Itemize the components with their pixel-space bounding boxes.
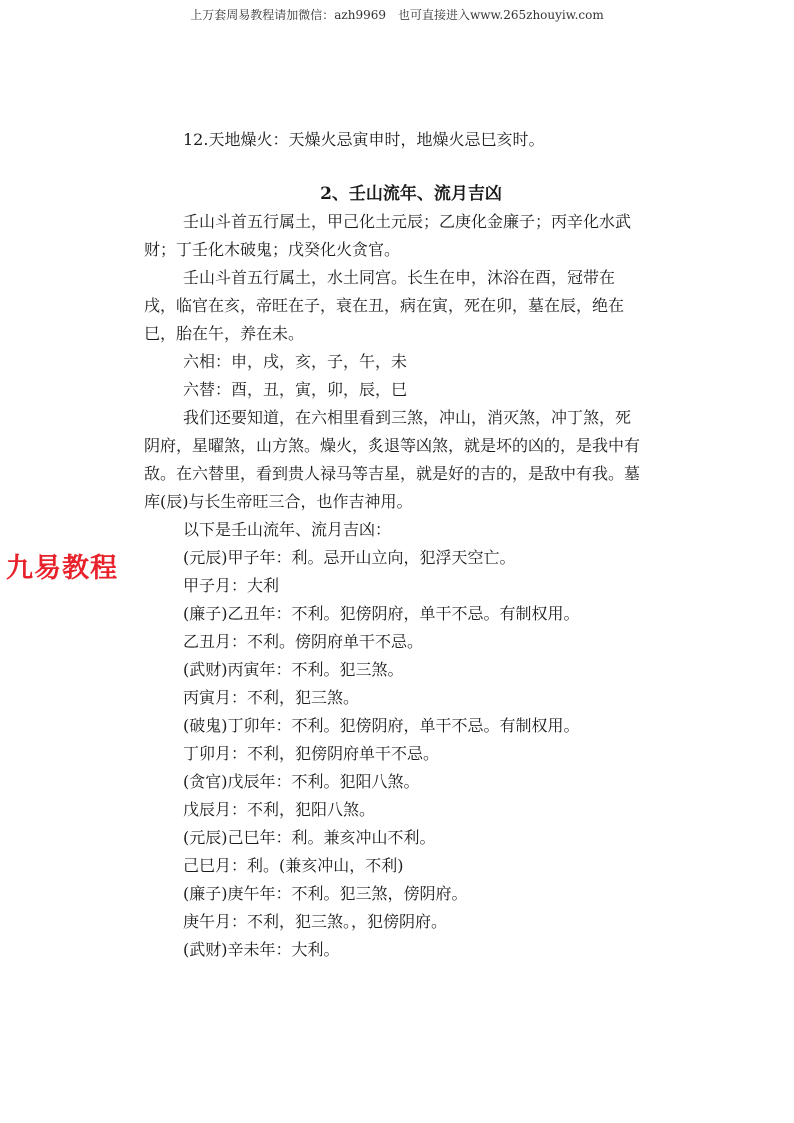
paragraph: 壬山斗首五行属土，水土同宫。长生在申，沐浴在酉，冠带在戌，临官在亥，帝旺在子，衰在丑，病在寅，死在卯，墓在辰，绝在巳，胎在午，养在未。 [144, 268, 625, 343]
entry-line: 庚午月：不利，犯三煞。，犯傍阴府。 [183, 912, 448, 931]
entry-line: 丁卯月：不利，犯傍阴府单干不忌。 [183, 744, 440, 763]
paragraph: 壬山斗首五行属土，甲己化土元辰；乙庚化金廉子；丙辛化水武财；丁壬化木破鬼；戊癸化火贪官。 [144, 212, 632, 259]
entry-line: (破鬼)丁卯年：不利。犯傍阴府，单干不忌。有制权用。 [183, 716, 580, 735]
entry-line: 甲子月：大利 [183, 576, 280, 595]
entry-line: (廉子)庚午年：不利。犯三煞，傍阴府。 [183, 884, 468, 903]
liu-xiang-line: 六相：申，戌，亥，子，午，未 [183, 352, 408, 371]
document-body [144, 126, 644, 964]
section-title: 2、壬山流年、流月吉凶 [320, 184, 502, 204]
page-header: 上万套周易教程请加微信：azh9969 也可直接进入www.265zhouyiw.com [190, 8, 604, 22]
entry-line: (元辰)己巳年：利。兼亥冲山不利。 [183, 828, 436, 847]
entry-line: (廉子)乙丑年：不利。犯傍阴府，单干不忌。有制权用。 [183, 604, 580, 623]
list-intro: 以下是壬山流年、流月吉凶： [183, 520, 392, 539]
intro-line: 12.天地燥火：天燥火忌寅申时，地燥火忌巳亥时。 [183, 130, 545, 149]
entry-line: 丙寅月：不利，犯三煞。 [183, 688, 360, 707]
entry-line: (武财)辛未年：大利。 [183, 940, 340, 959]
entry-line: 己巳月：利。(兼亥冲山，不利) [183, 856, 404, 875]
entry-list [144, 544, 644, 964]
entry-line: (贪官)戊辰年：不利。犯阳八煞。 [183, 772, 420, 791]
watermark-logo: 九易教程 [6, 553, 118, 584]
entry-line: 戊辰月：不利，犯阳八煞。 [183, 800, 376, 819]
paragraph-main: 我们还要知道，在六相里看到三煞，冲山，消灭煞，冲丁煞，死阴府，星曜煞，山方煞。燥火，炙退等凶煞，就是坏的凶的，是我中有敌。在六替里，看到贵人禄马等吉星，就是好的吉的，是敌中有我。墓库(辰)与长生帝旺三合，也作吉神用。 [144, 408, 641, 511]
entry-line: (元辰)甲子年：利。忌开山立向，犯浮天空亡。 [183, 548, 516, 567]
liu-ti-line: 六替：酉，丑，寅，卯，辰，巳 [183, 380, 408, 399]
entry-line: (武财)丙寅年：不利。犯三煞。 [183, 660, 404, 679]
entry-line: 乙丑月：不利。傍阴府单干不忌。 [183, 632, 424, 651]
